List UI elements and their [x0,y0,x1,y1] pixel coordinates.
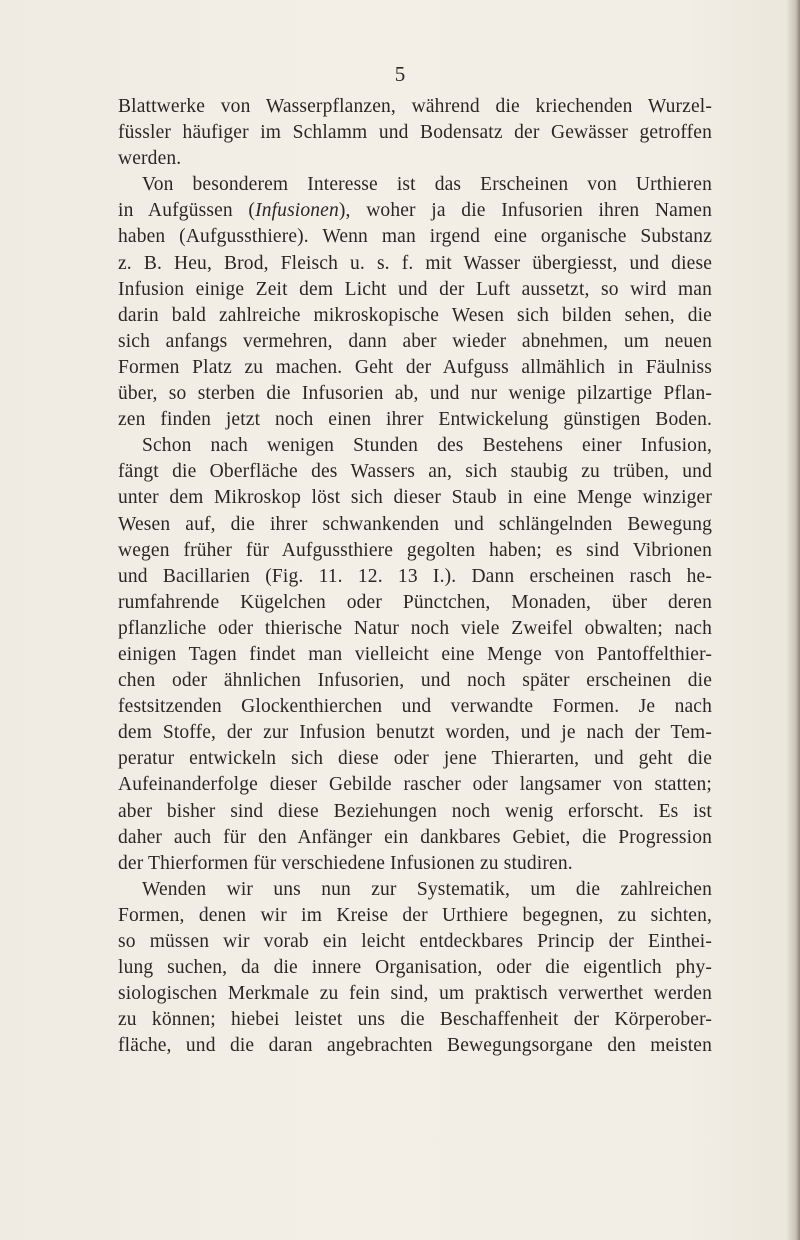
text-line: darin bald zahlreiche mikroskopische Wesen sich bilden sehen, die [118,304,712,326]
text-line: werden. [118,148,182,170]
text-line: Infusion einige Zeit dem Licht und der Luft aussetzt, so wird man [118,278,712,300]
text-line: zen finden jetzt noch einen ihrer Entwickelung günstigen Boden. [118,409,712,431]
text-line: Von besonderem Interesse ist das Erscheinen von Urthieren [142,174,712,196]
text-line: siologischen Merkmale zu fein sind, um praktisch verwerthet werden [118,983,712,1005]
text-line: füssler häufiger im Schlamm und Bodensatz der Gewässer getroffen [118,122,712,144]
text-line: festsitzenden Glockenthierchen und verwandte Formen. Je nach [118,696,712,718]
text-line: und Bacillarien (Fig. 11. 12. 13 I.). Dann erscheinen rasch he- [118,565,712,587]
text-line: haben (Aufgussthiere). Wenn man irgend eine organische Substanz [118,226,712,248]
text-line: Blattwerke von Wasserpflanzen, während die kriechenden Wurzel- [118,96,712,117]
italic-term: Infusionen [255,200,339,222]
text-line: sich anfangs vermehren, dann aber wieder abnehmen, um neuen [118,330,712,352]
text-line: chen oder ähnlichen Infusorien, und noch später erscheinen die [118,670,712,692]
text-line: Wenden wir uns nun zur Systematik, um die zahlreichen [142,878,712,900]
text-line: pflanzliche oder thierische Natur noch viele Zweifel obwalten; nach [118,617,712,639]
text-line: so müssen wir vorab ein leicht entdeckbares Princip der Einthei- [118,931,712,952]
text-line: Wesen auf, die ihrer schwankenden und schlängelnden Bewegung [118,513,712,535]
text-line: aber bisher sind diese Beziehungen noch wenig erforscht. Es ist [118,800,712,822]
page-number: 5 [394,62,406,86]
text-line: über, so sterben die Infusorien ab, und nur wenige pilzartige Pflan- [118,383,712,405]
text-line: Schon nach wenigen Stunden des Bestehens einer Infusion, [142,435,712,457]
text-line: z. B. Heu, Brod, Fleisch u. s. f. mit Wasser übergiesst, und diese [118,252,712,274]
text-line: lung suchen, da die innere Organisation, oder die eigentlich phy- [118,957,712,979]
text-line: einigen Tagen findet man vielleicht eine Menge von Pantoffelthier- [118,643,712,665]
body-text [118,94,712,1059]
text-line: daher auch für den Anfänger ein dankbares Gebiet, die Progression [118,826,712,848]
text-line: wegen früher für Aufgussthiere gegolten haben; es sind Vibrionen [118,539,712,561]
text-line: fängt die Oberfläche des Wassers an, sich staubig zu trüben, und [118,461,712,483]
text-line: Aufeinanderfolge dieser Gebilde rascher oder langsamer von statten; [118,774,712,796]
text-line: peratur entwickeln sich diese oder jene Thierarten, und geht die [118,748,712,770]
page-edge-shadow [786,0,800,1240]
text-line: zu können; hiebei leistet uns die Beschaffenheit der Körperober- [118,1009,712,1031]
text-line: der Thierformen für verschiedene Infusionen zu studiren. [118,852,573,874]
text-line: in Aufgüssen (Infusionen), woher ja die Infusorien ihren Namen [118,200,712,222]
text-line: Formen, denen wir im Kreise der Urthiere begegnen, zu sichten, [118,904,712,926]
text-line: unter dem Mikroskop löst sich dieser Staub in eine Menge winziger [118,487,712,509]
text-line: fläche, und die daran angebrachten Bewegungsorgane den meisten [118,1035,712,1057]
text-line: Formen Platz zu machen. Geht der Aufguss allmählich in Fäulniss [118,356,712,378]
text-line: rumfahrende Kügelchen oder Pünctchen, Monaden, über deren [118,591,712,613]
text-line: dem Stoffe, der zur Infusion benutzt worden, und je nach der Tem- [118,722,712,744]
